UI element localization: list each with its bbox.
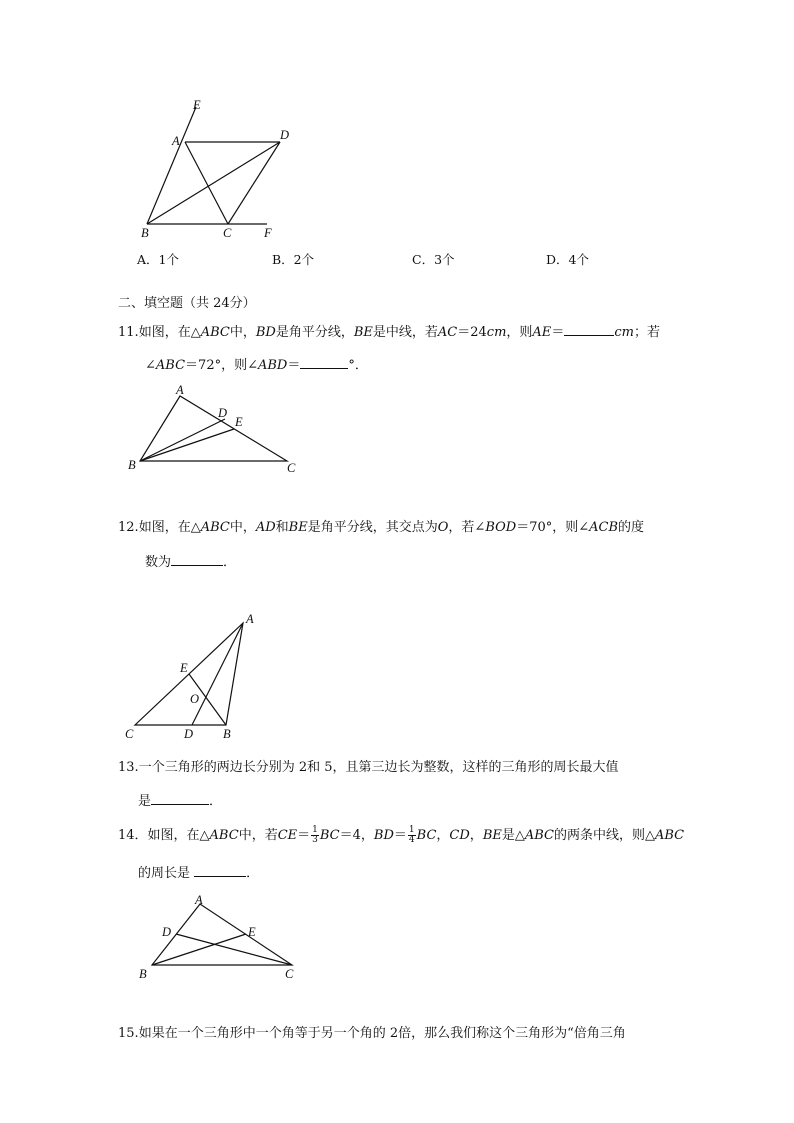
q10-label-b: B <box>141 226 149 240</box>
q12-label-b: B <box>223 727 231 741</box>
q10-line-be <box>147 107 196 224</box>
q11-label-e: E <box>235 415 243 429</box>
q11-blank-2[interactable] <box>300 354 348 369</box>
q12-label-o: O <box>190 692 200 706</box>
q11-label-b: B <box>128 458 136 472</box>
q11-figure <box>120 380 310 480</box>
q15-line1: 15.如果在一个三角形中一个角等于另一个角的 2倍，那么我们称这个三角形为“倍角三角 <box>118 1026 626 1041</box>
q12-label-e: E <box>180 661 188 675</box>
q14-label-a: A <box>195 893 203 907</box>
q10-option-b[interactable]: B．2个 <box>272 252 315 267</box>
q12-label-c: C <box>125 727 134 741</box>
q10-label-c: C <box>223 226 232 240</box>
q14-figure <box>130 890 310 985</box>
q12-line1: 12.如图，在△ABC中，AD和BE是角平分线，其交点为O，若∠BOD＝70°，则∠ACB的度 <box>118 520 645 535</box>
q10-label-a: A <box>172 134 180 148</box>
q10-label-e: E <box>193 98 201 112</box>
q13-number: 13. <box>118 760 139 775</box>
q10-line-dc <box>228 142 280 224</box>
q15-number: 15. <box>118 1026 139 1041</box>
q10-label-d: D <box>280 128 290 142</box>
q12-blank[interactable] <box>171 551 223 566</box>
q14-fraction-one-third: $\frac{1}{3}$ <box>312 825 318 845</box>
q11-line-be <box>140 429 234 461</box>
q14-blank[interactable] <box>194 862 246 877</box>
q13-blank[interactable] <box>151 790 209 805</box>
q14-label-c: C <box>285 967 294 981</box>
q10-option-a[interactable]: A．1个 <box>137 252 179 267</box>
q14-triangle <box>152 904 292 965</box>
q14-label-d: D <box>162 925 172 939</box>
q12-line2: 数为 ． <box>145 551 236 572</box>
section-title: 二、填空题（共 24分） <box>118 296 256 311</box>
q14-number: 14． <box>118 828 148 843</box>
q11-label-a: A <box>176 383 184 397</box>
q13-line1: 13.一个三角形的两边长分别为 2和 5，且第三边长为整数，这样的三角形的周长最大值 <box>118 760 619 775</box>
q10-figure <box>130 95 290 245</box>
q10-label-f: F <box>264 226 272 240</box>
q11-number: 11. <box>118 325 139 340</box>
q12-label-a: A <box>246 612 254 626</box>
q10-line-ac <box>185 142 228 224</box>
q14-line-cd <box>176 934 292 965</box>
q14-label-b: B <box>139 967 147 981</box>
q10-line-bd <box>147 142 280 224</box>
q11-label-d: D <box>218 406 228 420</box>
q10-option-d[interactable]: D．4个 <box>546 252 589 267</box>
q13-line2: 是 ． <box>138 790 222 811</box>
q11-label-c: C <box>287 461 296 475</box>
q11-line2: ∠ABC＝72°，则∠ABD＝ °． <box>145 354 368 375</box>
q14-label-e: E <box>248 925 256 939</box>
q12-number: 12. <box>118 520 139 535</box>
q11-blank-1[interactable] <box>564 321 614 336</box>
q11-line1: 11.如图，在△ABC中，BD是角平分线，BE是中线，若AC＝24cm，则AE＝ cm；若 <box>118 321 660 342</box>
q14-fraction-one-fourth: $\frac{1}{4}$ <box>408 825 415 845</box>
q11-triangle <box>140 396 287 461</box>
q12-figure <box>120 610 270 745</box>
q14-line2: 的周长是 ． <box>138 862 259 883</box>
q14-line1: 14．如图，在△ABC中，若CE＝ $\frac{1}{3}$ BC＝4，BD＝ $\frac{1}{4}$ BC，CD，BE是△ABC的两条中线，则△ABC <box>118 825 685 845</box>
q12-line-ad <box>192 623 243 725</box>
q10-option-c[interactable]: C．3个 <box>412 252 455 267</box>
q12-label-d: D <box>184 727 194 741</box>
